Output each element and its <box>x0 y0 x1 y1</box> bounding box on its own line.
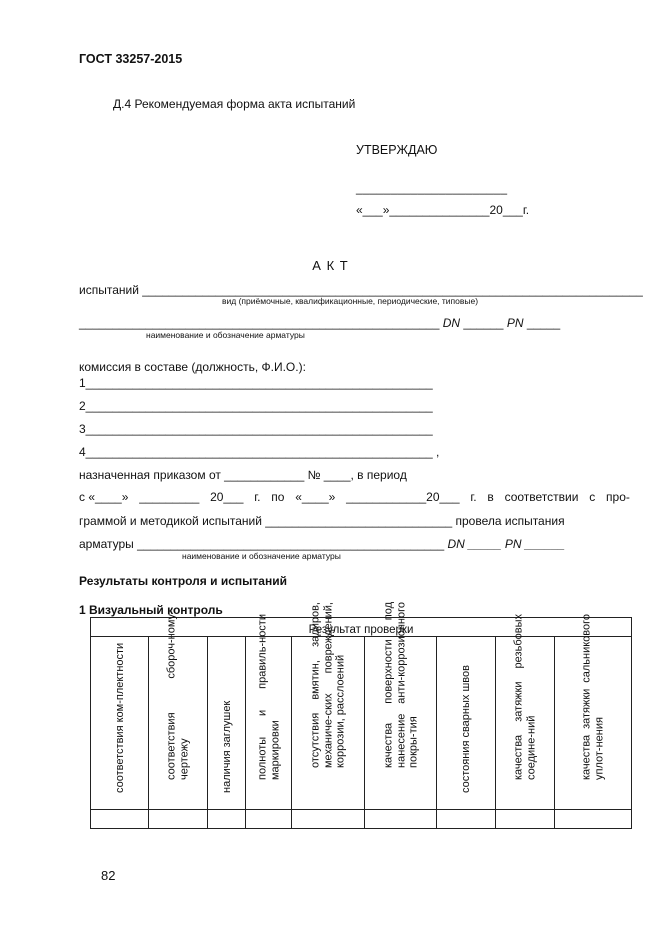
table-cell[interactable] <box>555 810 632 829</box>
table-title: Результат проверки <box>91 618 632 637</box>
column-header-text: соответствия сбороч-ному чертежу <box>165 614 190 780</box>
column-header <box>208 637 246 810</box>
commission-member-2: 2____________________________________________________ <box>79 399 433 413</box>
period-part: в <box>487 490 494 504</box>
period-part: 20___ <box>210 490 244 504</box>
column-header-text: отсутствия вмятин, задиров, механиче-ских повреждений, коррозии, расслоений <box>309 601 347 768</box>
column-header-text: соответствия ком-плектности <box>113 642 126 793</box>
table-row <box>91 810 632 829</box>
period-part: _________ <box>139 490 200 504</box>
table-cell[interactable] <box>246 810 292 829</box>
section-title: Д.4 Рекомендуемая форма акта испытаний <box>113 97 356 111</box>
armature-name-hint: наименование и обозначение арматуры <box>146 330 305 340</box>
period-part: с «____» <box>79 490 129 504</box>
commission-member-4: 4____________________________________________________ , <box>79 445 440 459</box>
column-header <box>555 614 632 810</box>
column-header-text: качества поверхности под нанесение анти-коррозионного покры-тия <box>381 601 419 768</box>
commission-intro: комиссия в составе (должность, Ф.И.О.): <box>79 360 306 374</box>
period-line <box>79 490 630 504</box>
results-heading: Результаты контроля и испытаний <box>79 574 287 588</box>
column-header-text: качества затяжки резьбовых соедине-ний <box>512 614 537 780</box>
act-title: А К Т <box>312 258 349 273</box>
period-part: соответствии <box>504 490 579 504</box>
table-header-row <box>91 637 632 810</box>
table-cell[interactable] <box>437 810 496 829</box>
armature-hint: наименование и обозначение арматуры <box>182 551 341 561</box>
pn-blank: _____ <box>526 316 561 330</box>
armature-name-blank: ______________________________________________________ <box>79 316 440 330</box>
period-part: г. <box>254 490 261 504</box>
order-line: назначенная приказом от ____________ № ____, в период <box>79 468 407 482</box>
column-header <box>91 637 149 810</box>
armature-pn: PN ______ <box>504 537 565 551</box>
armature-dn: DN _____ <box>447 537 502 551</box>
period-part: г. <box>470 490 477 504</box>
tests-type-line: испытаний ___________________________________________________________________________ <box>79 283 643 297</box>
period-part: ____________20___ <box>346 490 460 504</box>
column-header-text: наличия заглушек <box>220 700 233 793</box>
column-header-text: состояния сварных швов <box>459 664 472 793</box>
table-cell[interactable] <box>292 810 365 829</box>
column-header <box>149 614 208 810</box>
armature-blank: арматуры ______________________________________________ <box>79 537 445 551</box>
table-cell[interactable] <box>365 810 437 829</box>
program-line: граммой и методикой испытаний ____________________________ провела испытания <box>79 514 565 528</box>
table-cell[interactable] <box>91 810 149 829</box>
armature-name-line <box>79 316 560 330</box>
table-cell[interactable] <box>496 810 555 829</box>
column-header <box>365 601 437 810</box>
approval-date-line: «___»_______________20___г. <box>356 203 530 217</box>
approval-title: УТВЕРЖДАЮ <box>356 143 438 157</box>
dn-label: DN <box>442 316 461 330</box>
period-part: про- <box>606 490 630 504</box>
document-code: ГОСТ 33257-2015 <box>79 52 183 66</box>
armature-line <box>79 537 565 551</box>
pn-label: PN <box>506 316 524 330</box>
visual-control-heading: 1 Визуальный контроль <box>79 603 223 617</box>
column-header-text: качества затяжки сальникового уплот-нения <box>580 614 605 780</box>
commission-member-1: 1____________________________________________________ <box>79 376 433 390</box>
table-cell[interactable] <box>149 810 208 829</box>
table-cell[interactable] <box>208 810 246 829</box>
commission-member-3: 3____________________________________________________ <box>79 422 433 436</box>
tests-type-hint: вид (приёмочные, квалификационные, периодические, типовые) <box>222 296 479 306</box>
period-part: по <box>271 490 285 504</box>
page-number: 82 <box>101 868 116 883</box>
column-header-text: полноты и правиль-ности маркировки <box>256 614 281 780</box>
approval-signature-line: ______________________ <box>356 181 508 195</box>
column-header <box>437 637 496 810</box>
column-header <box>246 614 292 810</box>
period-part: с <box>589 490 596 504</box>
column-header <box>496 614 555 810</box>
period-part: «____» <box>295 490 336 504</box>
dn-blank: ______ <box>463 316 504 330</box>
